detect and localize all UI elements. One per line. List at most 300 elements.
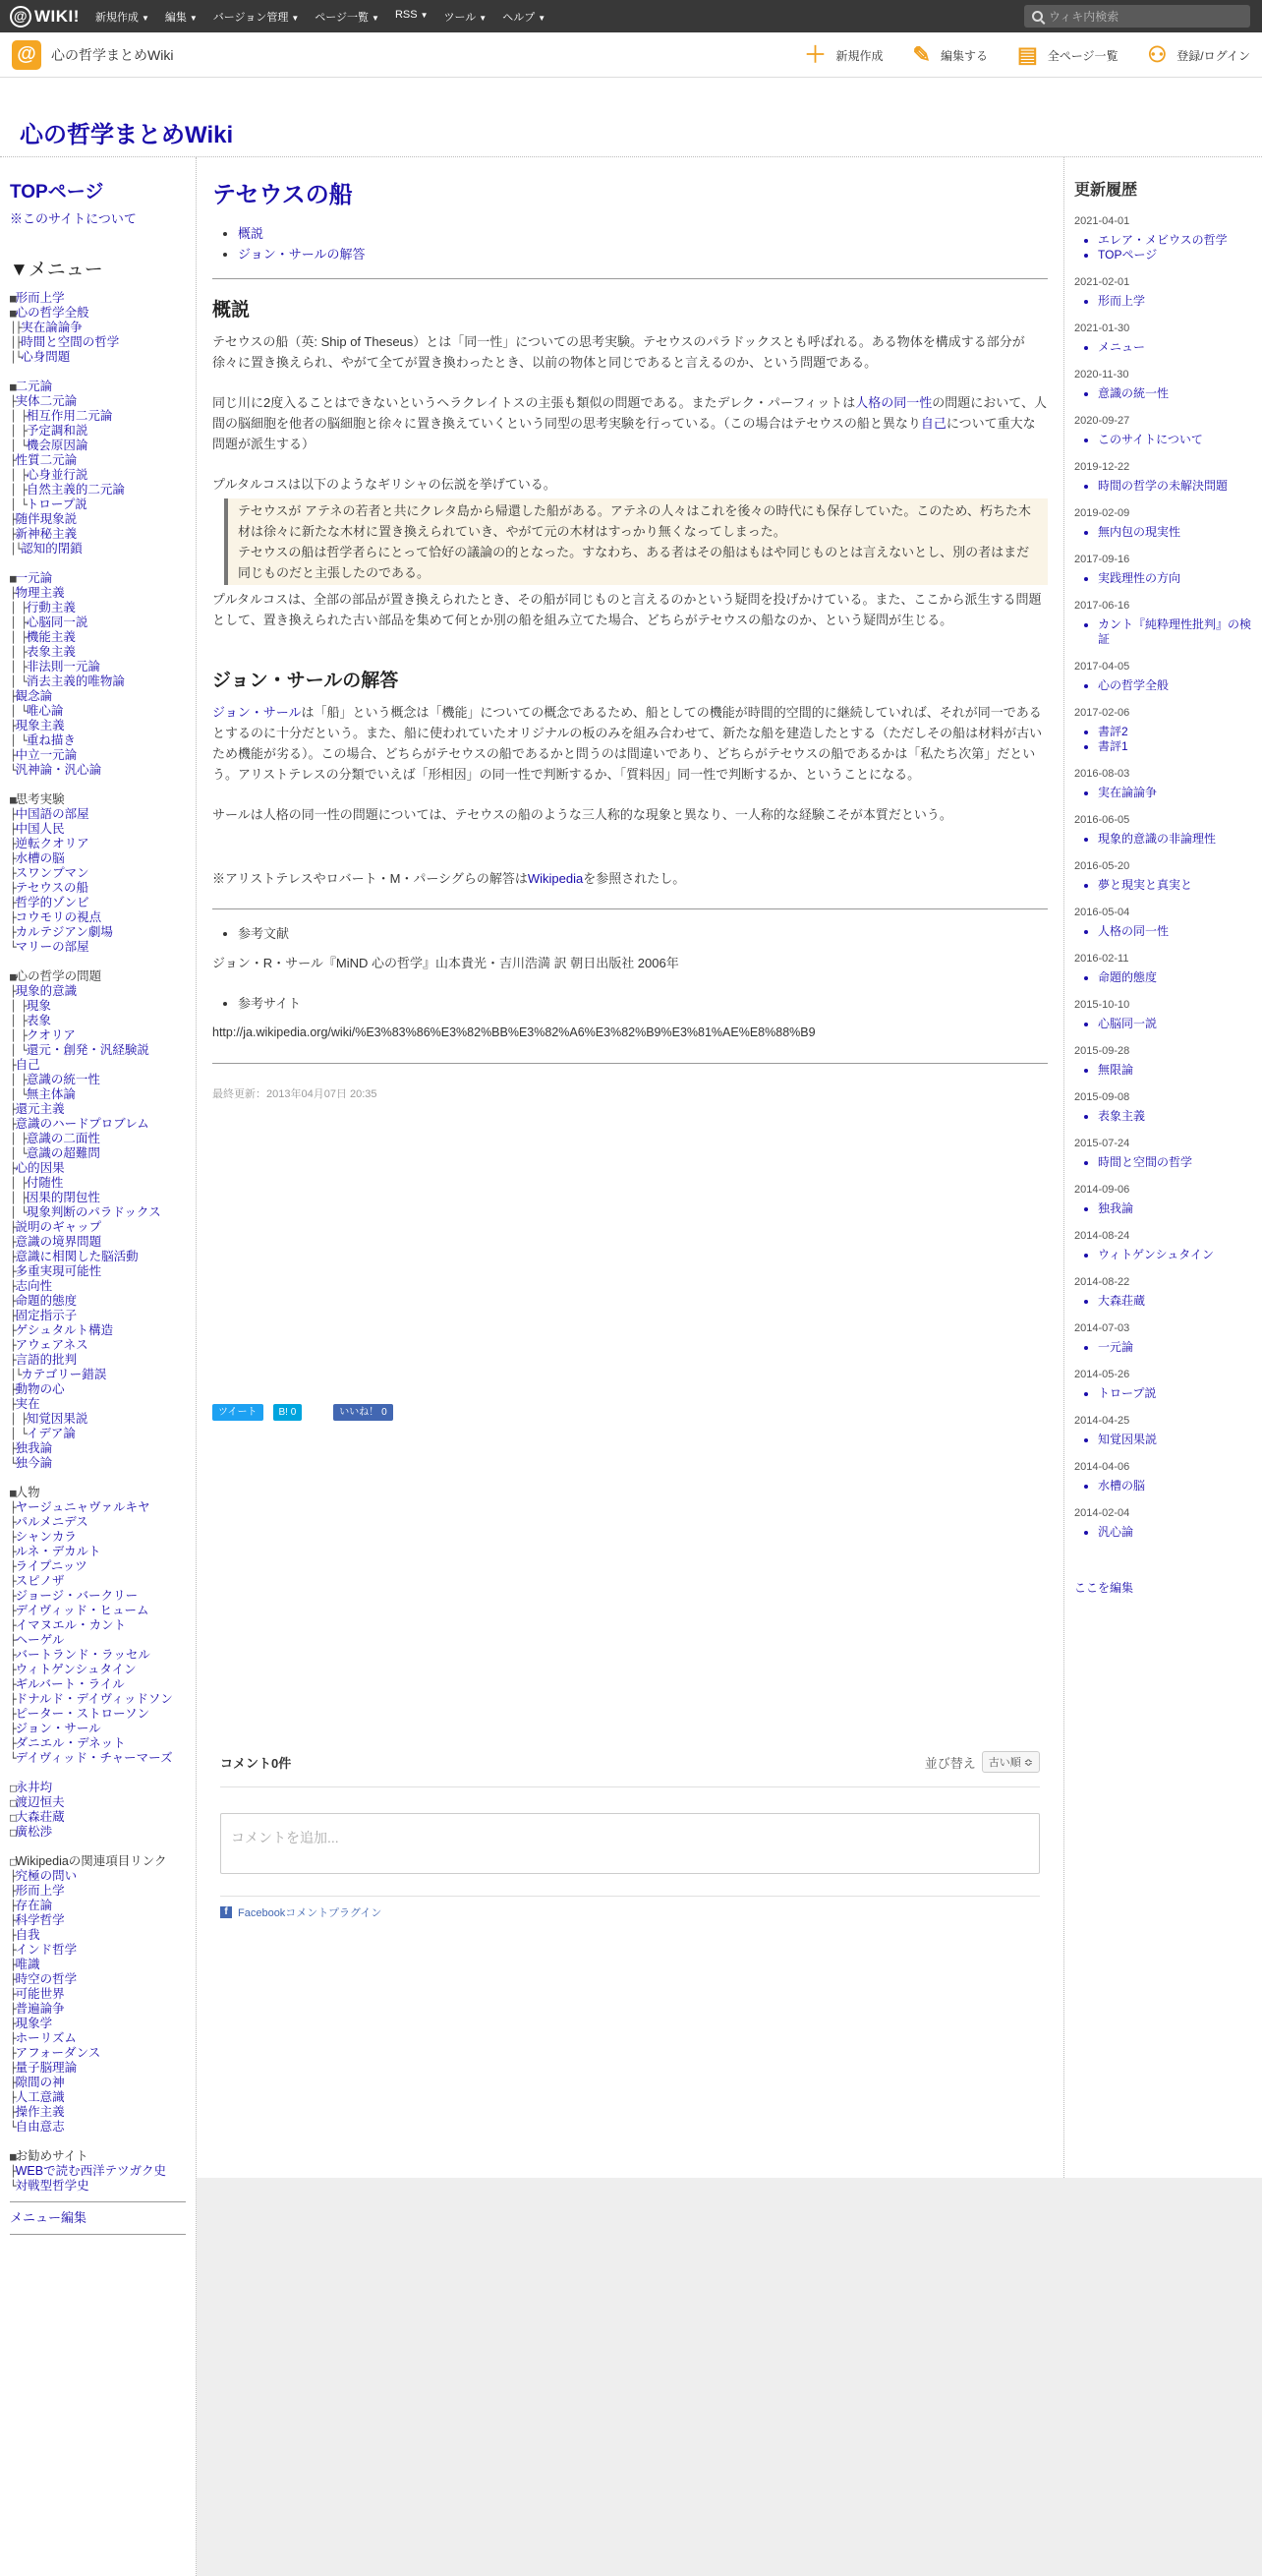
paragraph: テセウスの船（英: Ship of Theseus）とは「同一性」についての思考実験。テセウスのパラドックスとも呼ばれる。ある物体を構成する部分が徐々に置き換えられ、やがて全てが置き換わったとき、以前の物体と同じであると言えるのか、という問題である。 <box>212 334 1025 370</box>
history-date: 2015-09-08 <box>1074 1091 1130 1103</box>
history-link[interactable]: • 書評2 <box>1098 725 1252 739</box>
history-date: 2016-05-20 <box>1074 860 1130 872</box>
paragraph: プルタルコスは以下のようなギリシャの伝説を挙げている。 <box>212 477 556 492</box>
menu-link[interactable]: │ ├心身並行説 <box>10 468 88 482</box>
history-link[interactable]: • 知覚因果説 <box>1098 1433 1252 1447</box>
menu-link[interactable]: ■心の哲学全般 <box>10 306 89 320</box>
menu-link[interactable]: ├可能世界 <box>10 1987 65 2001</box>
menu-link[interactable]: │├時間と空間の哲学 <box>10 335 120 349</box>
history-list <box>1074 1063 1252 1078</box>
action-button[interactable]: ✎ 編集する <box>912 42 988 67</box>
menu-link[interactable]: ■形而上学 <box>10 291 65 305</box>
history-link[interactable]: • 実在論論争 <box>1098 786 1252 800</box>
global-menu-item[interactable]: RSS ▼ <box>394 8 429 21</box>
reference-book: ジョン・R・サール『MiND 心の哲学』山本貴光・吉川浩満 訳 朝日出版社 2006年 <box>212 956 679 970</box>
menu-link[interactable]: │ ├非法則一元論 <box>10 660 100 673</box>
spacer <box>10 1840 186 1854</box>
action-button[interactable]: ▤ 全ページ一覧 <box>1016 42 1119 67</box>
history-list <box>1074 479 1252 494</box>
hatena-bookmark-button[interactable]: B! 0 <box>273 1404 303 1421</box>
history-link[interactable]: • 時間の哲学の未解決問題 <box>1098 479 1252 494</box>
menu-link[interactable]: │ ├相互作用二元論 <box>10 409 113 423</box>
history-link[interactable]: • 心の哲学全般 <box>1098 678 1252 693</box>
menu-link[interactable]: │ ├心脳同一説 <box>10 615 88 629</box>
history-link[interactable]: • 命題的態度 <box>1098 970 1252 985</box>
reference-url-link[interactable]: http://ja.wikipedia.org/wiki/%E3%83%86%E3%82%BB%E3%82%A6%E3%82%B9%E3%81%AE%E8%88%B9 <box>212 1025 816 1039</box>
history-list <box>1074 1248 1252 1262</box>
menu-link[interactable]: ├水槽の脳 <box>10 851 65 865</box>
menu-link[interactable]: ├意識のハードプロブレム <box>10 1117 149 1131</box>
right-sidebar <box>1064 157 1262 2178</box>
spacer <box>10 1471 186 1486</box>
list-item: • 参考サイト <box>238 993 1048 1015</box>
global-menu-item[interactable]: ページ一覧 ▼ <box>315 11 379 24</box>
history-list <box>1074 1017 1252 1031</box>
menu-link[interactable]: □大森荘蔵 <box>10 1810 65 1824</box>
history-list <box>1074 725 1252 754</box>
menu-link[interactable]: ├科学哲学 <box>10 1913 65 1927</box>
plus-icon: ＋ <box>804 42 827 67</box>
menu-link[interactable]: │ ├因果的閉包性 <box>10 1191 100 1204</box>
left-sidebar <box>0 157 197 2576</box>
menu-link[interactable]: ├ホーリズム <box>10 2031 77 2045</box>
paragraph: プルタルコスは、全部の部品が置き換えられたとき、その船が同じものと言えるのかという疑問を投げかけている。また、ここから派生する問題として、置き換えられた古い部品を集めて何とか別の船を組み立てた場合、どちらがテセウスの船なのか、という疑問が生じる。 <box>212 592 1042 627</box>
last-updated: 最終更新：2013年04月07日 20:35 <box>212 1088 377 1100</box>
menu-link[interactable]: ├シャンカラ <box>10 1530 77 1544</box>
site-logo-icon[interactable]: @ <box>12 40 41 70</box>
history-date: 2014-07-03 <box>1074 1322 1130 1334</box>
history-list <box>1074 233 1252 263</box>
history-list <box>1074 571 1252 586</box>
history-list <box>1074 1433 1252 1447</box>
history-link[interactable]: • 大森荘蔵 <box>1098 1294 1252 1309</box>
menu-link[interactable]: ├WEBで読む西洋テツガク史 <box>10 2164 166 2178</box>
global-menu-item[interactable]: ツール ▼ <box>443 11 488 24</box>
comment-count: コメント0件 <box>220 1755 292 1771</box>
main-content <box>197 157 1064 2178</box>
menu-link[interactable]: ├究極の問い <box>10 1869 78 1883</box>
history-list <box>1074 525 1252 540</box>
history-date: 2014-08-24 <box>1074 1230 1130 1242</box>
history-date: 2015-09-28 <box>1074 1045 1130 1057</box>
history-list <box>1074 340 1252 355</box>
menu-link[interactable]: ├量子脳理論 <box>10 2061 78 2075</box>
menu-link[interactable]: │ ├予定調和説 <box>10 424 88 438</box>
menu-link[interactable]: │ ├行動主義 <box>10 601 76 615</box>
paragraph: 同じ川に2度入ることはできないというヘラクレイトスの主張も類似の問題である。またデレク・パーフィットは人格の同一性の問題において、人間の脳細胞を他者の脳細胞と徐々に置き換えていくという同型の思考実験を行っている。（この場合はテセウスの船と異なり自己について重大な問題が派生する） <box>212 395 1048 451</box>
menu-link[interactable]: □廣松渉 <box>10 1825 53 1839</box>
menu-link[interactable]: ├現象的意識 <box>10 984 78 998</box>
caret-down-icon: ▼ <box>291 13 300 23</box>
menu-edit-link[interactable]: メニュー編集 <box>10 2210 87 2225</box>
top-page-link[interactable]: TOPページ <box>10 182 104 203</box>
section-heading: ジョン・サールの解答 <box>212 671 399 691</box>
menu-link[interactable]: ├動物の心 <box>10 1382 65 1396</box>
history-link[interactable]: • 独我論 <box>1098 1201 1252 1216</box>
menu-group-label: ■お勧めサイト <box>10 2149 88 2163</box>
caret-down-icon: ▼ <box>420 10 429 20</box>
menu-link[interactable]: │ ├表象主義 <box>10 645 76 659</box>
menu-link[interactable]: ├自我 <box>10 1928 40 1942</box>
menu-link[interactable]: ├自己 <box>10 1058 40 1072</box>
history-list <box>1074 786 1252 800</box>
history-list <box>1074 1155 1252 1170</box>
menu-link[interactable]: ├ライプニッツ <box>10 1559 87 1573</box>
spacer <box>10 1766 186 1781</box>
menu-link[interactable]: ├物理主義 <box>10 586 65 600</box>
history-date: 2014-05-26 <box>1074 1369 1130 1380</box>
table-of-contents <box>212 223 1048 264</box>
blockquote: テセウスが アテネの若者と共にクレタ島から帰還した船がある。アテネの人々はこれを後々の時代にも保存していた。このため、朽ちた木材は徐々に新たな木材に置き換えられていき、やがて元の木材はすっかり無くなってしまった。 テセウスの船は哲学者らにとって恰好の議論の的となった。すなわち、ある者はその船はもはや同じものとは言えないとし、別の者はまだ同じものだと主張したのである。 <box>224 498 1048 585</box>
history-link[interactable]: • 夢と現実と真実と <box>1098 878 1252 893</box>
history-link[interactable]: • 水槽の脳 <box>1098 1479 1252 1493</box>
personal-identity-link[interactable]: 人格の同一性 <box>855 395 933 410</box>
document-icon: ▤ <box>1016 42 1038 67</box>
history-heading: 更新履歴 <box>1074 182 1138 199</box>
menu-link[interactable]: └汎神論・汎心論 <box>10 763 102 777</box>
site-bar <box>0 32 1262 78</box>
menu-link[interactable]: ├カルテジアン劇場 <box>10 925 113 939</box>
menu-link[interactable]: ├多重実現可能性 <box>10 1264 102 1278</box>
menu-link[interactable]: ■一元論 <box>10 571 53 585</box>
spacer <box>10 365 186 380</box>
history-list <box>1074 832 1252 847</box>
history-list <box>1074 970 1252 985</box>
menu-link[interactable]: ├スピノザ <box>10 1574 65 1588</box>
menu-group-label: ■人物 <box>10 1486 40 1499</box>
caret-down-icon: ▼ <box>372 13 379 23</box>
menu-link[interactable]: │ └重ね描き <box>10 733 76 747</box>
menu-tree <box>10 291 186 2194</box>
spacer <box>10 2135 186 2149</box>
history-date: 2019-02-09 <box>1074 507 1130 519</box>
history-link[interactable]: • 形而上学 <box>1098 294 1252 309</box>
menu-link[interactable]: ├命題的態度 <box>10 1294 78 1308</box>
menu-link[interactable]: └自由意志 <box>10 2120 65 2134</box>
menu-link[interactable]: │ ├付随性 <box>10 1176 64 1190</box>
site-header <box>0 78 1262 157</box>
history-link[interactable]: • メニュー <box>1098 340 1252 355</box>
menu-link[interactable]: ├現象学 <box>10 2017 53 2030</box>
self-link[interactable]: 自己 <box>920 416 946 431</box>
search-icon <box>1032 11 1043 22</box>
paragraph: ※アリストテレスやロバート・M・パーシグらの解答はWikipediaを参照されたし。 <box>212 871 686 886</box>
menu-link[interactable]: ├ピーター・ストローソン <box>10 1707 150 1721</box>
menu-link[interactable]: ├心的因果 <box>10 1161 65 1175</box>
share-buttons <box>212 1404 1048 1421</box>
history-date: 2014-04-25 <box>1074 1415 1130 1427</box>
menu-link[interactable]: ├テセウスの船 <box>10 881 89 895</box>
menu-link[interactable]: │ └消去主義的唯物論 <box>10 674 125 688</box>
history-date: 2016-02-11 <box>1074 953 1129 965</box>
menu-link[interactable]: │ ├知覚因果説 <box>10 1412 88 1426</box>
history-date: 2020-09-27 <box>1074 415 1130 427</box>
history-link[interactable]: • 無限論 <box>1098 1063 1252 1078</box>
menu-link[interactable]: ├中国人民 <box>10 822 65 836</box>
history-date: 2014-04-06 <box>1074 1461 1130 1473</box>
menu-link[interactable]: ├観念論 <box>10 689 53 703</box>
spacer <box>10 556 186 571</box>
action-button[interactable]: ＋ 新規作成 <box>804 42 884 67</box>
menu-link[interactable]: ├インド哲学 <box>10 1943 78 1957</box>
menu-link[interactable]: ├操作主義 <box>10 2105 65 2119</box>
facebook-plugin-link[interactable]: Facebookコメントプラグイン <box>238 1907 382 1919</box>
menu-link[interactable]: ├イマヌエル・カント <box>10 1618 127 1632</box>
menu-link[interactable]: ├実在 <box>10 1397 40 1411</box>
menu-link[interactable]: ├存在論 <box>10 1899 53 1912</box>
menu-link[interactable]: ├逆転クオリア <box>10 837 89 850</box>
history-list <box>1074 1201 1252 1216</box>
menu-link[interactable]: │└カテゴリー錯誤 <box>10 1368 107 1381</box>
menu-link[interactable]: ├性質二元論 <box>10 453 78 467</box>
menu-link[interactable]: ├デイヴィッド・ヒューム <box>10 1604 149 1617</box>
history-link[interactable]: • エレア・メビウスの哲学 <box>1098 233 1252 248</box>
facebook-icon: f <box>220 1906 232 1918</box>
menu-link[interactable]: ├ヘーゲル <box>10 1633 65 1647</box>
history-list <box>1074 617 1252 647</box>
spacer <box>10 778 186 792</box>
menu-link[interactable]: ├独我論 <box>10 1441 53 1455</box>
facebook-like-button[interactable]: いいね！ 0 <box>333 1404 392 1421</box>
list-item: • 参考文献 <box>238 923 1048 945</box>
history-date: 2019-12-22 <box>1074 461 1130 473</box>
menu-link[interactable]: │ └機会原因論 <box>10 439 88 452</box>
caret-down-icon: ▼ <box>189 13 198 23</box>
menu-link[interactable]: ├時空の哲学 <box>10 1972 78 1986</box>
page-title[interactable]: テセウスの船 <box>212 182 353 208</box>
history-list <box>1074 294 1252 309</box>
wiki-logo[interactable]: @ WIKI! <box>10 6 80 28</box>
references-list <box>212 923 1048 945</box>
sort-label: 並び替え <box>924 1755 976 1771</box>
facebook-comments <box>212 1751 1048 1920</box>
menu-link[interactable]: │ └無主体論 <box>10 1087 76 1101</box>
toc-item: • ジョン・サールの解答 <box>238 244 1048 264</box>
menu-heading: ▼メニュー <box>10 260 103 280</box>
user-add-icon: ⚇ <box>1147 42 1168 67</box>
menu-link[interactable]: ■二元論 <box>10 380 53 393</box>
about-link[interactable]: ※このサイトについて <box>10 211 137 226</box>
menu-link[interactable]: ├ドナルド・デイヴィッドソン <box>10 1692 173 1706</box>
caret-down-icon: ▼ <box>538 13 546 23</box>
toc-item: • 概説 <box>238 223 1048 244</box>
paragraph: ジョン・サールは「船」という概念は「機能」についての概念であるため、船としての機能が時間的空間的に継続していれば、それが同一であるとするのに十分だという。また、船に使われていたオリジナルの板のみを組み合わせて、新たな船を建造したとする（ただしその船は材料が古いため機能が劣る）。この場合、どちらがテセウスの船であるかと問うのは間違いであり、どちらがテセウスの船であるかは「私たち次第」だという。アリストテレスの分類でいえば「形相因」の同一性で判断するか、「質料因」同一性で判断するか、ということになる。 <box>212 705 1043 782</box>
menu-link[interactable]: │ └トロープ説 <box>10 498 87 511</box>
menu-link[interactable]: ├ウィトゲンシュタイン <box>10 1663 137 1676</box>
menu-link[interactable]: ├ルネ・デカルト <box>10 1545 101 1558</box>
menu-link[interactable]: ├ダニエル・デネット <box>10 1736 126 1750</box>
global-menu <box>87 9 553 25</box>
edit-sidebar-link[interactable]: ここを編集 <box>1074 1581 1134 1595</box>
menu-link[interactable]: │├実在論論争 <box>10 321 83 334</box>
menu-link[interactable]: ├バートランド・ラッセル <box>10 1648 150 1662</box>
history-list <box>1074 678 1252 693</box>
site-actions <box>774 32 1250 78</box>
site-title[interactable]: 心の哲学まとめWiki <box>20 122 234 148</box>
global-menu-item[interactable]: 新規作成 ▼ <box>94 11 149 24</box>
menu-link[interactable]: ├中国語の部屋 <box>10 807 89 821</box>
history-list <box>1074 878 1252 893</box>
menu-link[interactable]: ├言語的批判 <box>10 1353 78 1367</box>
divider <box>212 278 1048 279</box>
menu-link[interactable]: │ ├現象 <box>10 999 51 1013</box>
history-list <box>1074 1340 1252 1355</box>
history-date: 2014-08-22 <box>1074 1276 1130 1288</box>
history-list <box>1074 1525 1252 1540</box>
menu-link[interactable]: │ ├機能主義 <box>10 630 76 644</box>
history-link[interactable]: • TOPページ <box>1098 248 1252 263</box>
history-date: 2015-07-24 <box>1074 1138 1130 1149</box>
menu-group-label: ■思考実験 <box>10 792 65 806</box>
menu-link[interactable]: └独今論 <box>10 1456 53 1470</box>
menu-link[interactable]: │ └イデア論 <box>10 1427 76 1440</box>
history-list <box>1074 1386 1252 1401</box>
menu-link[interactable]: │ └唯心論 <box>10 704 64 718</box>
menu-group-label: ■心の哲学の問題 <box>10 969 102 983</box>
menu-link[interactable]: ├随伴現象説 <box>10 512 78 526</box>
menu-link[interactable]: ├アウェアネス <box>10 1338 88 1352</box>
history-date: 2017-02-06 <box>1074 707 1130 719</box>
menu-link[interactable]: │ ├クオリア <box>10 1028 76 1042</box>
history-list <box>1074 433 1252 447</box>
menu-link[interactable]: ├隙間の神 <box>10 2076 65 2089</box>
menu-link[interactable]: └対戦型哲学史 <box>10 2179 89 2193</box>
menu-link[interactable]: │ ├表象 <box>10 1014 51 1027</box>
menu-link[interactable]: ├意識の境界問題 <box>10 1235 102 1249</box>
site-name[interactable]: 心の哲学まとめWiki <box>51 46 174 63</box>
caret-down-icon: ▼ <box>141 13 149 23</box>
history-link[interactable]: • カント『純粋理性批判』の検証 <box>1098 617 1252 647</box>
history-date: 2016-08-03 <box>1074 768 1130 780</box>
wikipedia-link[interactable]: Wikipedia <box>527 871 584 886</box>
history-date: 2021-01-30 <box>1074 322 1130 334</box>
global-menu-item[interactable]: バージョン管理 ▼ <box>212 11 300 24</box>
menu-link[interactable]: ├実体二元論 <box>10 394 78 408</box>
divider <box>212 1063 1048 1064</box>
menu-link[interactable]: □永井均 <box>10 1781 53 1794</box>
history-link[interactable]: • 実践理性の方向 <box>1098 571 1252 586</box>
history-link[interactable]: • 時間と空間の哲学 <box>1098 1155 1252 1170</box>
menu-link[interactable]: │ ├意識の二面性 <box>10 1132 100 1145</box>
menu-link[interactable]: ├アフォーダンス <box>10 2046 101 2060</box>
sites-list <box>212 993 1048 1015</box>
menu-link[interactable]: ├形而上学 <box>10 1884 65 1898</box>
menu-link[interactable]: ├ヤージュニャヴァルキヤ <box>10 1500 150 1514</box>
menu-link[interactable]: │└認知的閉鎖 <box>10 542 83 556</box>
history-date: 2016-06-05 <box>1074 814 1130 826</box>
menu-link[interactable]: ├普遍論争 <box>10 2002 65 2016</box>
update-history <box>1074 215 1252 1540</box>
history-link[interactable]: • このサイトについて <box>1098 433 1252 447</box>
history-link[interactable]: • 人格の同一性 <box>1098 924 1252 939</box>
menu-link[interactable]: ├意識に相関した脳活動 <box>10 1250 139 1263</box>
history-list <box>1074 1294 1252 1309</box>
history-list <box>1074 924 1252 939</box>
section-heading: 概説 <box>212 300 251 321</box>
divider <box>10 2201 186 2202</box>
menu-link[interactable]: ├人工意識 <box>10 2090 65 2104</box>
caret-down-icon: ▼ <box>479 13 488 23</box>
history-link[interactable]: • 心脳同一説 <box>1098 1017 1252 1031</box>
history-date: 2017-09-16 <box>1074 554 1130 565</box>
menu-group-label: □Wikipediaの関連項目リンク <box>10 1854 167 1868</box>
john-searle-link[interactable]: ジョン・サール <box>212 705 302 720</box>
history-link[interactable]: • 一元論 <box>1098 1340 1252 1355</box>
history-link[interactable]: • 書評1 <box>1098 739 1252 754</box>
menu-link[interactable]: └マリーの部屋 <box>10 940 89 954</box>
history-date: 2017-04-05 <box>1074 661 1130 673</box>
comment-input[interactable]: コメントを追加... <box>220 1813 1040 1874</box>
global-menu-item[interactable]: ヘルプ ▼ <box>502 11 546 24</box>
menu-link[interactable]: ├ギルバート・ライル <box>10 1677 125 1691</box>
history-list <box>1074 386 1252 401</box>
menu-link[interactable]: ├志向性 <box>10 1279 53 1293</box>
menu-link[interactable]: ├唯識 <box>10 1958 40 1971</box>
menu-link[interactable]: └デイヴィッド・チャーマーズ <box>10 1751 173 1765</box>
spacer <box>10 955 186 969</box>
divider <box>10 2234 186 2235</box>
menu-link[interactable]: ├現象主義 <box>10 719 65 732</box>
history-link[interactable]: • 表象主義 <box>1098 1109 1252 1124</box>
menu-link[interactable]: │ ├意識の統一性 <box>10 1073 100 1086</box>
history-list <box>1074 1109 1252 1124</box>
menu-link[interactable]: ├固定指示子 <box>10 1309 78 1322</box>
sort-select[interactable]: 古い順 ≎ <box>982 1751 1040 1773</box>
action-button[interactable]: ⚇ 登録/ログイン <box>1147 42 1250 67</box>
menu-link[interactable]: │└心身問題 <box>10 350 71 364</box>
menu-link[interactable]: ├新神秘主義 <box>10 527 78 541</box>
history-date: 2014-02-04 <box>1074 1507 1130 1519</box>
global-menu-item[interactable]: 編集 ▼ <box>164 11 198 24</box>
history-date: 2015-10-10 <box>1074 999 1130 1011</box>
history-link[interactable]: • 意識の統一性 <box>1098 386 1252 401</box>
history-list <box>1074 1479 1252 1493</box>
menu-link[interactable]: ├説明のギャップ <box>10 1220 102 1234</box>
history-date: 2016-05-04 <box>1074 907 1130 918</box>
menu-link[interactable]: │ ├自然主義的二元論 <box>10 483 125 497</box>
tweet-button[interactable]: ツイート <box>212 1404 263 1421</box>
pencil-icon: ✎ <box>912 42 931 67</box>
menu-link[interactable]: ├還元主義 <box>10 1102 65 1116</box>
menu-link[interactable]: ├中立一元論 <box>10 748 78 762</box>
history-link[interactable]: • トロープ説 <box>1098 1386 1252 1401</box>
history-link[interactable]: • 現象的意識の非論理性 <box>1098 832 1252 847</box>
history-link[interactable]: • 無内包の現実性 <box>1098 525 1252 540</box>
history-date: 2021-02-01 <box>1074 276 1130 288</box>
history-date: 2017-06-16 <box>1074 600 1130 612</box>
history-date: 2020-11-30 <box>1074 369 1129 381</box>
menu-link[interactable]: ├ジョージ・バークリー <box>10 1589 139 1603</box>
history-date: 2021-04-01 <box>1074 215 1130 227</box>
menu-link[interactable]: │ └現象判断のパラドックス <box>10 1205 161 1219</box>
menu-link[interactable]: │ └還元・創発・汎経験説 <box>10 1043 149 1057</box>
wiki-search-input[interactable]: ウィキ内検索 <box>1024 5 1250 28</box>
divider <box>212 908 1048 909</box>
menu-link[interactable]: ├スワンプマン <box>10 866 89 880</box>
menu-link[interactable]: │ └意識の超難問 <box>10 1146 100 1160</box>
global-toolbar <box>0 0 1262 32</box>
menu-link[interactable]: ├ジョン・サール <box>10 1722 101 1735</box>
menu-link[interactable]: ├ゲシュタルト構造 <box>10 1323 114 1337</box>
history-link[interactable]: • ウィトゲンシュタイン <box>1098 1248 1252 1262</box>
menu-link[interactable]: ├パルメニデス <box>10 1515 88 1529</box>
history-date: 2014-09-06 <box>1074 1184 1130 1196</box>
paragraph: サールは人格の同一性の問題については、テセウスの船のような三人称的な現象と異なり、一人称的な経験こそが本質だという。 <box>212 807 952 822</box>
menu-link[interactable]: ├哲学的ゾンビ <box>10 896 89 909</box>
history-link[interactable]: • 汎心論 <box>1098 1525 1252 1540</box>
menu-link[interactable]: ├コウモリの視点 <box>10 910 102 924</box>
menu-link[interactable]: □渡辺恒夫 <box>10 1795 65 1809</box>
